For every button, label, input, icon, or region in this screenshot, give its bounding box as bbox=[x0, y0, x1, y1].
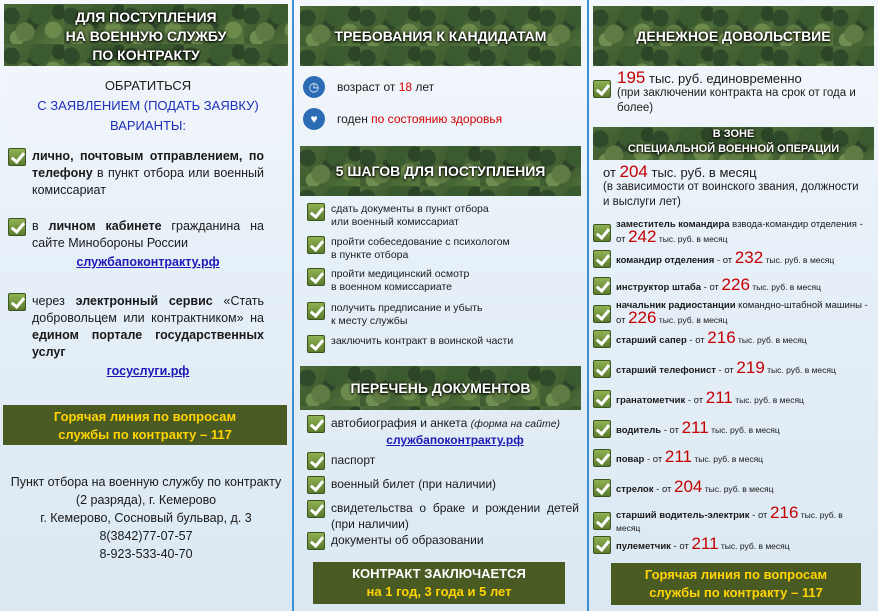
pay-rest: - от bbox=[749, 510, 771, 521]
monthly-note: (в зависимости от воинского звания, должности и выслуги лет) bbox=[603, 181, 859, 208]
checkmark-icon bbox=[593, 449, 611, 467]
req-health bbox=[303, 108, 502, 130]
pay-rest: - от bbox=[715, 364, 737, 376]
address-block: Пункт отбора на военную службу по контракту (2 разряда), г. Кемерово г. Кемерово, Сосновый бульвар, д. 3 8(3842)77-07-57 8-923-533-40-70 bbox=[10, 475, 282, 561]
checkmark-icon bbox=[593, 512, 611, 530]
checkmark-icon bbox=[593, 80, 611, 98]
doc-site-link[interactable]: службапоконтракту.рф bbox=[386, 433, 524, 447]
pay-amount: 211 bbox=[681, 417, 709, 437]
step-item bbox=[307, 268, 577, 294]
document-item bbox=[307, 500, 579, 532]
checkmark-icon bbox=[593, 305, 611, 323]
pay-amount: 211 bbox=[664, 446, 692, 466]
pay-unit: тыс. руб. в месяц bbox=[708, 424, 780, 435]
opt2-rest: гражданина на сайте Минобороны России bbox=[32, 219, 264, 250]
gosuslugi-link[interactable]: госуслуги.рф bbox=[106, 364, 190, 378]
step-text: сдать документы в пункт отбора или военный комиссариат bbox=[331, 203, 489, 228]
checkmark-icon bbox=[593, 330, 611, 348]
pay-role: стрелок bbox=[616, 483, 654, 495]
monthly-post: тыс. руб. в месяц bbox=[647, 165, 757, 180]
doc1-note: (форма на сайте) bbox=[470, 418, 561, 430]
document-item bbox=[307, 452, 579, 470]
step-item bbox=[307, 302, 577, 328]
apply-line3: ВАРИАНТЫ: bbox=[109, 118, 187, 133]
pay-unit: тыс. руб. в месяц bbox=[764, 364, 836, 375]
pay-item bbox=[593, 503, 873, 535]
pay-unit: тыс. руб. в месяц bbox=[732, 394, 804, 405]
pay-rest: - от bbox=[670, 540, 692, 552]
req-age bbox=[303, 76, 434, 98]
pay-amount: 204 bbox=[674, 476, 703, 496]
apply-line1: ОБРАТИТЬСЯ bbox=[104, 78, 192, 93]
checkmark-icon bbox=[593, 390, 611, 408]
pay-amount: 211 bbox=[705, 387, 733, 407]
checkmark-icon bbox=[593, 420, 611, 438]
pay-amount: 226 bbox=[628, 308, 657, 327]
checkmark-icon bbox=[8, 148, 26, 166]
checkmark-icon bbox=[307, 268, 325, 286]
contract-site-link[interactable]: службапоконтракту.рф bbox=[76, 255, 220, 269]
opt1-rest: в пункт отбора или военный комиссариат bbox=[32, 166, 264, 197]
pay-rest: взвода-командир отделения - от bbox=[616, 219, 863, 245]
pay-unit: тыс. руб. в месяц bbox=[691, 453, 764, 464]
pay-rest: - от bbox=[714, 254, 735, 266]
pay-item bbox=[593, 446, 873, 467]
step-item bbox=[307, 335, 577, 353]
opt2-bold: личном кабинете bbox=[48, 219, 162, 233]
monthly-min bbox=[603, 164, 865, 210]
checkmark-icon bbox=[307, 452, 325, 470]
monthly-pre: от bbox=[603, 165, 620, 180]
contract-line1: КОНТРАКТ ЗАКЛЮЧАЕТСЯ bbox=[352, 566, 526, 581]
pay-role: пулеметчик bbox=[616, 540, 671, 552]
clock-icon: ◷ bbox=[303, 76, 325, 98]
pay-amount: 242 bbox=[628, 227, 657, 246]
pay-rest: - от bbox=[653, 483, 675, 495]
pay-rest: - от bbox=[701, 281, 722, 293]
step-item bbox=[307, 236, 577, 262]
opt3-bold2: едином портале государственных услуг bbox=[32, 328, 264, 359]
checkmark-icon bbox=[593, 536, 611, 554]
option-personal-cabinet bbox=[8, 218, 266, 271]
pay-role: водитель bbox=[616, 424, 662, 436]
document-text: военный билет (при наличии) bbox=[331, 477, 497, 491]
pay-role: старший сапер bbox=[616, 334, 687, 346]
pay-amount: 226 bbox=[721, 274, 750, 294]
pay-unit: тыс. руб. в месяц bbox=[749, 281, 821, 292]
checkmark-icon bbox=[307, 532, 325, 550]
pay-role: старший водитель-электрик bbox=[616, 510, 750, 521]
checkmark-icon bbox=[307, 302, 325, 320]
step-text: получить предписание и убыть к месту службы bbox=[331, 302, 483, 327]
opt3-bold1: электронный сервис bbox=[75, 294, 213, 308]
hotline-banner-left: Горячая линия по вопросам службы по контракту – 117 bbox=[3, 405, 287, 445]
pay-amount: 219 bbox=[736, 357, 765, 377]
pay-unit: тыс. руб. в месяц bbox=[735, 334, 807, 345]
checkmark-icon bbox=[307, 500, 325, 518]
left-column bbox=[0, 0, 292, 611]
svo-zone-banner: В ЗОНЕ СПЕЦИАЛЬНОЙ ВОЕННОЙ ОПЕРАЦИИ bbox=[593, 127, 874, 160]
opt3-mid: «Стать добровольцем или контрактником» на bbox=[32, 294, 264, 325]
step-text: заключить контракт в воинской части bbox=[331, 335, 514, 347]
pay-rest: - от bbox=[644, 453, 665, 465]
left-title: ДЛЯ ПОСТУПЛЕНИЯ НА ВОЕННУЮ СЛУЖБУ ПО КОНТРАКТУ bbox=[4, 4, 288, 66]
pay-item bbox=[593, 387, 873, 408]
lump-note: (при заключении контракта на срок от года и более) bbox=[617, 87, 856, 114]
pay-role: начальник радиостанции bbox=[616, 300, 736, 311]
pay-unit: тыс. руб. в месяц bbox=[656, 315, 728, 325]
pay-item bbox=[593, 247, 873, 268]
req-health-red: по состоянию здоровья bbox=[371, 112, 503, 126]
pay-amount: 232 bbox=[734, 247, 764, 267]
pay-rest: - от bbox=[686, 334, 708, 346]
step-item bbox=[307, 203, 577, 229]
pay-role: заместитель командира bbox=[616, 219, 730, 230]
hotline-banner-right: Горячая линия по вопросам службы по контракту – 117 bbox=[611, 563, 861, 605]
step-text: пройти медицинский осмотр в военном комиссариате bbox=[331, 268, 470, 293]
req-age-pre: возраст от bbox=[337, 80, 399, 94]
right-column bbox=[589, 0, 878, 611]
document-item bbox=[307, 532, 579, 550]
pay-rest: - от bbox=[685, 394, 706, 406]
step-text: пройти собеседование с психологом в пункте отбора bbox=[331, 236, 510, 261]
checkmark-icon bbox=[307, 335, 325, 353]
checkmark-icon bbox=[593, 250, 611, 268]
checkmark-icon bbox=[593, 479, 611, 497]
pay-role: командир отделения bbox=[616, 254, 715, 266]
allowance-header: ДЕНЕЖНОЕ ДОВОЛЬСТВИЕ bbox=[593, 6, 874, 66]
document-item bbox=[307, 476, 579, 494]
opt1-bold: лично, почтовым отправлением, по телефону bbox=[32, 149, 264, 180]
middle-column bbox=[293, 0, 588, 611]
doc1-text: автобиография и анкета bbox=[331, 416, 471, 430]
heart-pulse-icon: ♥ bbox=[303, 108, 325, 130]
pay-role: повар bbox=[616, 453, 645, 465]
document-text: свидетельства о браке и рождении детей (при наличии) bbox=[331, 501, 579, 531]
pay-unit: тыс. руб. в месяц bbox=[656, 234, 728, 244]
doc-autobiography bbox=[307, 415, 579, 448]
pay-item bbox=[593, 417, 873, 438]
checkmark-icon bbox=[593, 277, 611, 295]
contract-line2: на 1 год, 3 года и 5 лет bbox=[366, 584, 512, 599]
lump-sum bbox=[593, 70, 873, 116]
lump-num: 195 bbox=[617, 68, 646, 87]
pay-role: инструктор штаба bbox=[616, 281, 702, 293]
pay-item bbox=[593, 533, 873, 554]
opt2-pre: в bbox=[32, 219, 49, 233]
pay-amount: 216 bbox=[770, 503, 799, 522]
documents-header: ПЕРЕЧЕНЬ ДОКУМЕНТОВ bbox=[300, 366, 581, 410]
document-text: паспорт bbox=[331, 453, 376, 467]
pay-item bbox=[593, 476, 873, 497]
pay-item bbox=[593, 219, 873, 246]
apply-block bbox=[10, 72, 286, 142]
document-text: документы об образовании bbox=[331, 533, 484, 547]
pay-rest: - от bbox=[661, 424, 682, 436]
monthly-num: 204 bbox=[619, 162, 648, 181]
pay-item bbox=[593, 357, 873, 378]
pay-rest: командно-штабной машины - от bbox=[616, 300, 868, 326]
checkmark-icon bbox=[307, 236, 325, 254]
pay-unit: тыс. руб. в месяц bbox=[718, 540, 790, 551]
checkmark-icon bbox=[8, 218, 26, 236]
apply-line2: С ЗАЯВЛЕНИЕМ (ПОДАТЬ ЗАЯВКУ) bbox=[37, 98, 259, 113]
pay-amount: 216 bbox=[707, 327, 736, 347]
req-age-post: лет bbox=[412, 80, 435, 94]
pay-unit: тыс. руб. в месяц bbox=[763, 254, 835, 265]
pay-amount: 211 bbox=[691, 533, 719, 553]
pay-role: гранатометчик bbox=[616, 394, 686, 406]
pay-role: старший телефонист bbox=[616, 364, 716, 376]
requirements-header: ТРЕБОВАНИЯ К КАНДИДАТАМ bbox=[300, 6, 581, 66]
pay-unit: тыс. руб. в месяц bbox=[702, 483, 774, 494]
pay-item bbox=[593, 300, 873, 327]
opt3-pre: через bbox=[32, 294, 76, 308]
option-gosuslugi bbox=[8, 293, 266, 380]
lump-text: тыс. руб. единовременно bbox=[645, 71, 802, 86]
checkmark-icon bbox=[307, 415, 325, 433]
steps-header: 5 ШАГОВ ДЛЯ ПОСТУПЛЕНИЯ bbox=[300, 146, 581, 196]
checkmark-icon bbox=[8, 293, 26, 311]
checkmark-icon bbox=[307, 203, 325, 221]
checkmark-icon bbox=[593, 360, 611, 378]
pay-unit: тыс. руб. в месяц bbox=[616, 510, 843, 533]
pay-item bbox=[593, 274, 873, 295]
req-health-pre: годен bbox=[337, 112, 372, 126]
req-age-num: 18 bbox=[398, 80, 413, 94]
checkmark-icon bbox=[593, 224, 611, 242]
pay-item bbox=[593, 327, 873, 348]
contract-term-banner bbox=[313, 562, 565, 604]
option-in-person bbox=[8, 148, 266, 199]
checkmark-icon bbox=[307, 476, 325, 494]
